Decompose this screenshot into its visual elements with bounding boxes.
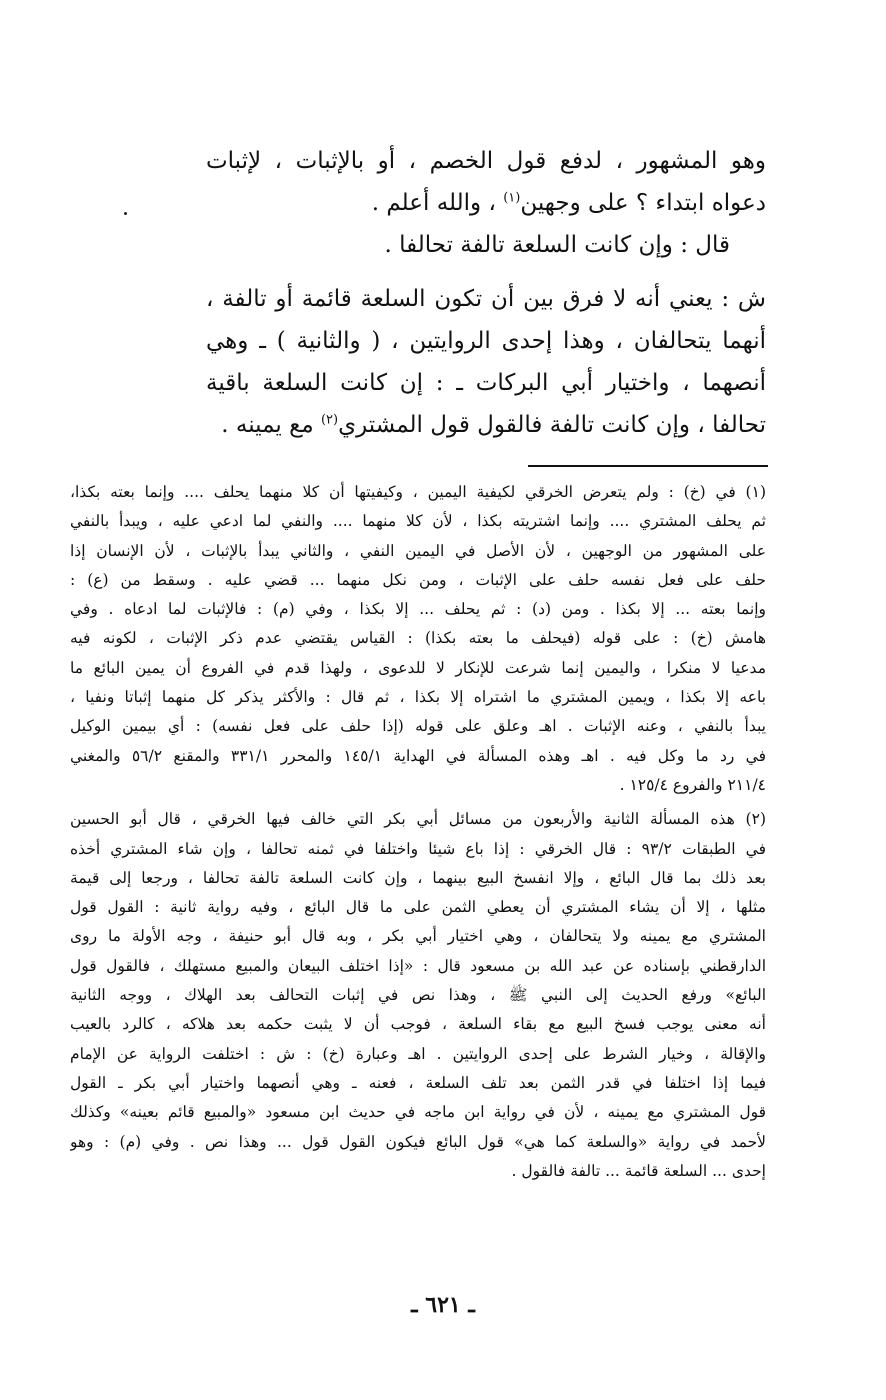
main-line-7 xyxy=(206,404,766,446)
footnote-1 xyxy=(70,478,766,800)
main-line-1: وهو المشهور ، لدفع قول الخصم ، أو بالإثبات ، لإثبات xyxy=(206,148,766,174)
main-line-7-tail: مع يمينه . xyxy=(221,412,314,438)
main-line-2-tail: ، والله أعلم . xyxy=(371,190,496,216)
footnote-2-line: إحدى ... السلعة قائمة ... تالفة فالقول . xyxy=(511,1161,766,1180)
footnote-2-line: البائع» ورفع الحديث إلى النبي ﷺ ، وهذا نص في إثبات التحالف بعد الهلاك ، ووجه الثانية xyxy=(70,986,766,1005)
main-line-2 xyxy=(206,182,766,224)
main-line-5: أنهما يتحالفان ، وهذا إحدى الروايتين ، ( والثانية ) ـ وهي xyxy=(206,328,766,354)
footnote-1-line: حلف على فعل نفسه حلف على الإثبات ، ومن نكل منهما ... قضي عليه . وسقط من (ع) : xyxy=(70,570,766,589)
main-line-7-text: تحالفا ، وإن كانت تالفة فالقول قول المشتري xyxy=(338,412,766,438)
footnote-1-line: (١) في (خ) : ولم يتعرض الخرقي لكيفية اليمين ، وكيفيتها أن كلا منهما يحلف .... وإنما بعته بكذا، xyxy=(70,483,766,501)
page-number: ـ ٦٢١ ـ xyxy=(411,1292,475,1318)
footnote-2-line: في الطبقات ٩٣/٢ : قال الخرقي : إذا باع شيئا واختلفا في ثمنه تحالفا ، وإن شاء المشتري أخذه xyxy=(70,839,766,858)
footnote-2-line: مثلها ، إلا أن يشاء المشتري أن يعطي الثمن على ما قال البائع ، وفيه رواية ثانية : القول قول xyxy=(70,898,766,917)
footnote-1-line: ثم يحلف المشتري .... وإنما اشتريته بكذا ، لأن كلا منهما .... والنفي لما ادعي عليه ، ويبدأ بالنفي xyxy=(70,512,766,531)
footnote-2-line: والإقالة ، وخيار الشرط على إحدى الروايتين . اهـ وعبارة (خ) : ش : اختلفت الرواية عن الإمام xyxy=(70,1044,766,1063)
footnote-1-line: هامش (خ) : على قوله (فيحلف ما بعته بكذا) : القياس يقتضي عدم ذكر الإثبات ، لكونه فيه xyxy=(70,629,766,648)
footnote-2-line: بعد ذلك بما قال البائع ، وإلا انفسخ البيع بينهما ، وإن كانت السلعة تالفة تحالفا ، ورجعا إلى قيمة xyxy=(70,868,766,887)
footnote-1-line: يبدأ بالنفي ، وعنه الإثبات . اهـ وعلق على قوله (إذا حلف على فعل نفسه) : أي بيمين الوكيل xyxy=(70,717,766,736)
footnote-1-line: مدعيا لا منكرا ، واليمين إنما شرعت للإنكار لا للدعوى ، ولهذا قدم في الفروع أن يمين البائع ما xyxy=(70,658,766,677)
footnote-1-line: على المشهور من الوجهين ، لأن الأصل في اليمين النفي ، والثاني يبدأ بالإثبات ، لأن الإنسان إذا xyxy=(70,541,766,560)
main-text xyxy=(206,140,766,446)
footnote-2-line: فيما إذا اختلفا في قدر الثمن بعد تلف السلعة ، فعنه ـ وهي أنصهما واختيار أبي بكر ـ القول xyxy=(70,1073,766,1092)
footnote-1-line: ٢١١/٤ والفروع ١٢٥/٤ . xyxy=(619,775,766,794)
ink-speck xyxy=(124,212,127,215)
footnote-2 xyxy=(70,805,766,1186)
main-line-2-text: دعواه ابتداء ؟ على وجهين xyxy=(520,190,766,216)
footnote-1-line: وإنما بعته ... إلا بكذا . ومن (د) : ثم يحلف ... إلا بكذا ، وفي (م) : فالإثبات لما ادعاه . وفي xyxy=(70,600,766,619)
footnote-2-line: قول المشتري مع يمينه ، لأن في رواية ابن ماجه في حديث ابن مسعود «والمبيع قائم بعينه» وكذلك xyxy=(70,1103,766,1122)
paragraph-gap xyxy=(206,266,766,278)
footnote-separator xyxy=(528,465,768,467)
footnote-1-line: في رد ما وكل فيه . اهـ وهذه المسألة في الهداية ١٤٥/١ والمحرر ٣٣١/١ والمقنع ٥٦/٢ والمغني xyxy=(70,746,766,765)
footnote-2-line: لأحمد في رواية «والسلعة كما هي» قول البائع فيكون القول قول ... وهذا نص . وفي (م) : وهو xyxy=(70,1132,766,1151)
footnote-2-line: (٢) هذه المسألة الثانية والأربعون من مسائل أبي بكر التي خالف فيها الخرقي ، قال أبو الحسين xyxy=(70,810,766,829)
main-line-4: ش : يعني أنه لا فرق بين أن تكون السلعة قائمة أو تالفة ، xyxy=(206,286,766,312)
footnote-ref-2[interactable]: (٢) xyxy=(320,412,339,428)
footnote-1-line: باعه إلا بكذا ، ويمين المشتري ما اشتراه إلا بكذا ، ثم قال : والأكثر يذكر كل منهما إثباتا ونفيا ، xyxy=(70,688,766,707)
main-line-6: أنصهما ، واختيار أبي البركات ـ : إن كانت السلعة باقية xyxy=(206,370,766,396)
footnote-ref-1[interactable]: (١) xyxy=(503,190,521,206)
footnote-2-line: أنه معنى يوجب فسخ البيع مع بقاء السلعة ، فوجب أن لا يثبت حكمه بعد هلاكه ، كالرد بالعيب xyxy=(70,1015,766,1034)
main-heading-qala: قال : وإن كانت السلعة تالفة تحالفا . xyxy=(384,232,730,258)
footnote-2-line: المشتري مع يمينه ولا يتحالفان ، وهي اختيار أبي بكر ، وبه قال أبو حنيفة ، وجه الأولة ما روى xyxy=(70,927,766,946)
footnotes xyxy=(70,478,766,1186)
footnote-2-line: الدارقطني بإسناده عن عبد الله بن مسعود قال : «إذا اختلف البيعان والمبيع مستهلك ، فالقول قول xyxy=(70,956,766,975)
